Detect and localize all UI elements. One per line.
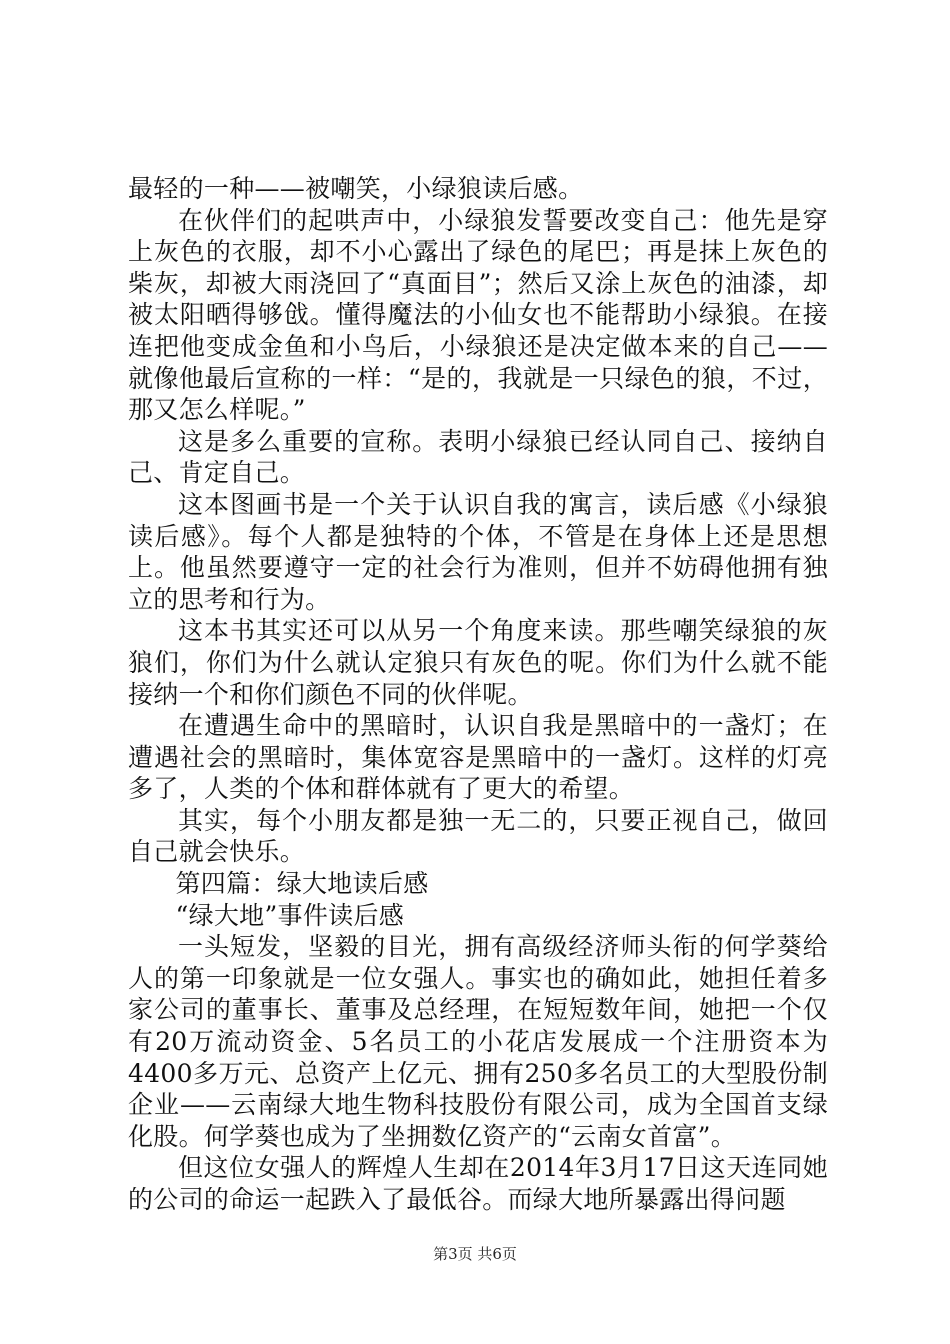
paragraph: 在伙伴们的起哄声中，小绿狼发誓要改变自己：他先是穿上灰色的衣服，却不小心露出了绿色的尾巴；再是抹上灰色的柴灰，却被大雨浇回了“真面目”；然后又涂上灰色的油漆，却被太阳晒得够戗。懂得魔法的小仙女也不能帮助小绿狼。在接连把他变成金鱼和小鸟后，小绿狼还是决定做本来的自己——就像他最后宣称的一样：“是的，我就是一只绿色的狼，不过，那又怎么样呢。” [128, 205, 828, 425]
paragraph: 这本图画书是一个关于认识自我的寓言，读后感《小绿狼读后感》。每个人都是独特的个体，不管是在身体上还是思想上。他虽然要遵守一定的社会行为准则，但并不妨碍他拥有独立的思考和行为。 [128, 489, 828, 614]
page-number-footer: 第3页 共6页 [433, 1245, 517, 1263]
section-heading: 第四篇：绿大地读后感 [175, 869, 429, 899]
document-body [128, 173, 828, 1216]
paragraph: 但这位女强人的辉煌人生却在2014年3月17日这天连同她的公司的命运一起跌入了最低谷。而绿大地所暴露出得问题 [128, 1153, 828, 1214]
paragraph: 这本书其实还可以从另一个角度来读。那些嘲笑绿狼的灰狼们，你们为什么就认定狼只有灰色的呢。你们为什么就不能接纳一个和你们颜色不同的伙伴呢。 [128, 616, 828, 709]
paragraph-continuation: 最轻的一种——被嘲笑，小绿狼读后感。 [128, 174, 584, 203]
section-subheading: “绿大地”事件读后感 [175, 900, 405, 930]
paragraph: 其实，每个小朋友都是独一无二的，只要正视自己，做回自己就会快乐。 [128, 805, 828, 867]
paragraph: 一头短发，坚毅的目光，拥有高级经济师头衔的何学葵给人的第一印象就是一位女强人。事实也的确如此，她担任着多家公司的董事长、董事及总经理，在短短数年间，她把一个仅有20万流动资金、5名员工的小花店发展成一个注册资本为4400多万元、总资产上亿元、拥有250多名员工的大型股份制企业——云南绿大地生物科技股份有限公司，成为全国首支绿化股。何学葵也成为了坐拥数亿资产的“云南女首富”。 [128, 932, 828, 1151]
paragraph: 这是多么重要的宣称。表明小绿狼已经认同自己、接纳自己、肯定自己。 [128, 426, 828, 488]
paragraph: 在遭遇生命中的黑暗时，认识自我是黑暗中的一盏灯；在遭遇社会的黑暗时，集体宽容是黑暗中的一盏灯。这样的灯亮多了，人类的个体和群体就有了更大的希望。 [128, 711, 828, 804]
